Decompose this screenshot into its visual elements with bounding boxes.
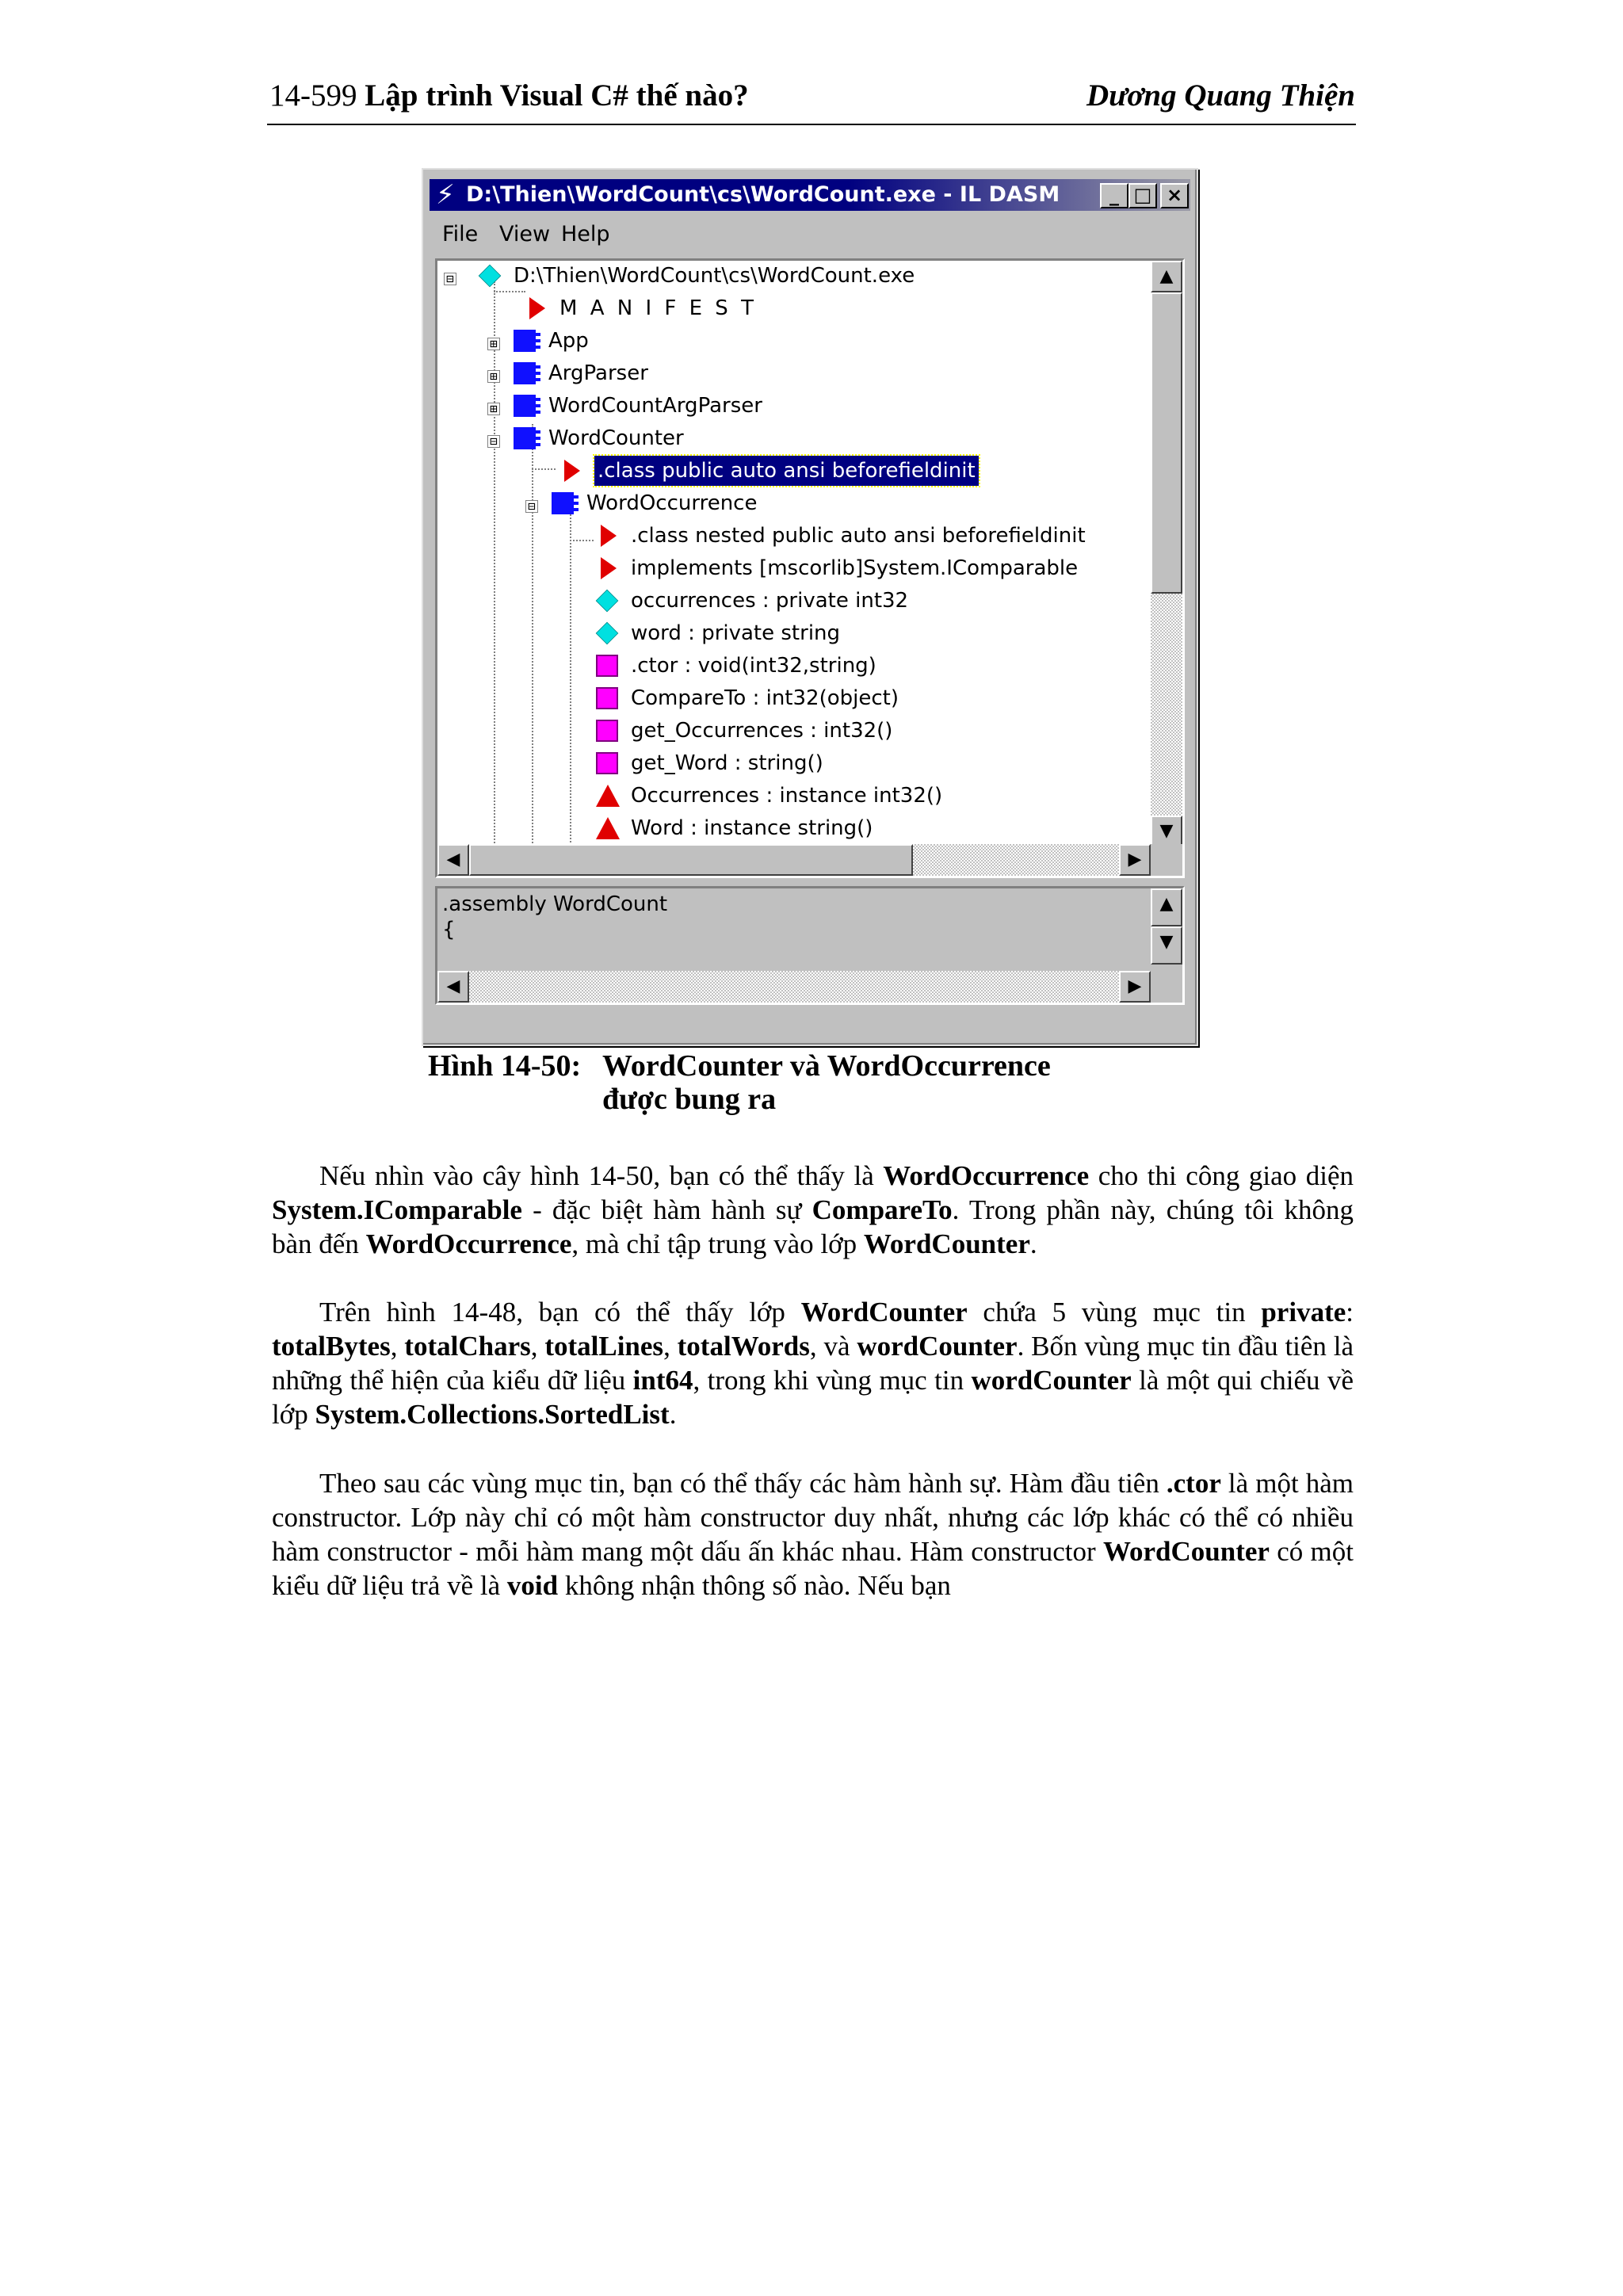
scroll-right-arrow-icon[interactable]: ▶ — [1119, 971, 1151, 1003]
red-triangle-icon — [601, 557, 617, 579]
page-number: 14-599 — [269, 78, 357, 113]
vertical-scroll-thumb[interactable] — [1151, 292, 1182, 594]
caption-number: Hình 14-50: — [428, 1049, 582, 1083]
page-header — [269, 78, 1355, 125]
close-button[interactable]: × — [1160, 183, 1189, 208]
horizontal-scroll-thumb[interactable] — [469, 844, 913, 876]
tree-view[interactable]: ⊟ D:\Thien\WordCount\cs\WordCount.exe M A N I F E S T ⊞ App ⊞ ArgParser ⊞ WordCountArgParser ⊟ WordCounter .class public auto ansi beforefieldinit ⊟ WordOccurrence .class nested public auto ansi beforefieldinit implements [mscorlib]System.IComparable occurrences : private int32 word : private string .ctor : void(int32,string) CompareTo : int32(object) get_Occurrences : int32() get_Word : string() Occurrences : instance int32() Word : instance string() ▲ ▼ ◀ ▶ — [435, 258, 1185, 878]
paragraph-2: Trên hình 14-48, bạn có thể thấy lớp WordCounter chứa 5 vùng mục tin private: totalBytes, totalChars, totalLines, totalWords, và wordCounter. Bốn vùng mục tin đầu tiên là những thể hiện của kiểu dữ liệu int64, trong khi vùng mục tin wordCounter là một qui chiếu về lớp System.Collections.SortedList. — [272, 1297, 1354, 1430]
scroll-up-arrow-icon[interactable]: ▲ — [1151, 888, 1182, 926]
header-left — [269, 78, 749, 113]
ildasm-window — [422, 168, 1198, 1046]
book-title: Lập trình Visual C# thế nào? — [365, 78, 749, 113]
scroll-right-arrow-icon[interactable]: ▶ — [1119, 844, 1151, 876]
tree-connector — [532, 468, 556, 470]
author-name: Dương Quang Thiện — [1086, 78, 1355, 113]
method-icon — [596, 655, 618, 677]
menu-help[interactable]: Help — [561, 222, 610, 246]
field-diamond-icon — [596, 590, 619, 613]
collapse-expander[interactable]: ⊟ — [444, 273, 456, 285]
window-title: D:\Thien\WordCount\cs\WordCount.exe - IL DASM — [466, 182, 1060, 207]
scroll-corner — [1151, 844, 1182, 876]
title-bar[interactable] — [430, 179, 1190, 211]
scroll-left-arrow-icon[interactable]: ◀ — [437, 971, 469, 1003]
pane-horizontal-scrollbar[interactable] — [437, 971, 1151, 1003]
tree-vertical-scrollbar[interactable] — [1151, 261, 1182, 847]
app-lightning-icon: ⚡ — [436, 179, 455, 211]
expand-expander[interactable]: ⊞ — [487, 370, 500, 383]
expand-expander[interactable]: ⊞ — [487, 338, 500, 350]
class-icon — [514, 362, 536, 384]
tree-connector — [570, 495, 571, 878]
paragraph-3: Theo sau các vùng mục tin, bạn có thể thấy các hàm hành sự. Hàm đầu tiên .ctor là một hàm constructor. Lớp này chỉ có một hàm constructor duy nhất, nhưng các lớp khác có thể có nhiều hàm constructor - mỗi hàm mang một dấu ấn khác nhau. Hàm constructor WordCounter có một kiểu dữ liệu trả về là void không nhận thông số nào. Nếu bạn — [272, 1468, 1354, 1601]
method-icon — [596, 687, 618, 709]
scroll-left-arrow-icon[interactable]: ◀ — [437, 844, 469, 876]
red-triangle-icon — [564, 460, 580, 482]
minimize-button[interactable]: _ — [1100, 183, 1128, 208]
menu-file[interactable]: File — [442, 222, 479, 246]
caption-line-2: được bung ra — [602, 1083, 777, 1116]
method-icon — [596, 752, 618, 774]
red-triangle-icon — [601, 525, 617, 547]
tree-connector — [570, 540, 594, 541]
collapse-expander[interactable]: ⊟ — [487, 435, 500, 448]
diamond-icon — [479, 265, 502, 288]
collapse-expander[interactable]: ⊟ — [525, 500, 538, 513]
menu-view[interactable]: View — [499, 222, 551, 246]
expand-expander[interactable]: ⊞ — [487, 403, 500, 415]
tree-connector — [532, 424, 533, 878]
property-triangle-icon — [596, 785, 620, 807]
caption-line-1: WordCounter và WordOccurrence — [602, 1049, 1051, 1083]
paragraph-1: Nếu nhìn vào cây hình 14-50, bạn có thể thấy là WordOccurrence cho thi công giao diện System.IComparable - đặc biệt hàm hành sự CompareTo. Trong phần này, chúng tôi không bàn đến WordOccurrence, mà chỉ tập trung vào lớp WordCounter. — [272, 1160, 1354, 1259]
red-triangle-icon — [529, 297, 545, 319]
maximize-button[interactable]: □ — [1128, 183, 1157, 208]
tree-connector — [494, 291, 525, 292]
class-icon — [552, 492, 574, 514]
header-rule — [267, 124, 1356, 125]
class-icon — [514, 330, 536, 352]
scroll-up-arrow-icon[interactable]: ▲ — [1151, 261, 1182, 292]
property-triangle-icon — [596, 817, 620, 839]
scroll-down-arrow-icon[interactable]: ▼ — [1151, 926, 1182, 965]
field-diamond-icon — [596, 622, 619, 645]
tree-connector — [494, 408, 495, 878]
class-icon — [514, 395, 536, 417]
pane-vertical-scrollbar[interactable] — [1151, 888, 1182, 965]
tree-horizontal-scrollbar[interactable] — [437, 844, 1151, 876]
class-icon — [514, 427, 536, 449]
disassembly-pane[interactable] — [435, 886, 1185, 1005]
scroll-down-arrow-icon[interactable]: ▼ — [1151, 816, 1182, 847]
method-icon — [596, 720, 618, 742]
disassembly-text: .assembly WordCount { — [442, 892, 668, 942]
